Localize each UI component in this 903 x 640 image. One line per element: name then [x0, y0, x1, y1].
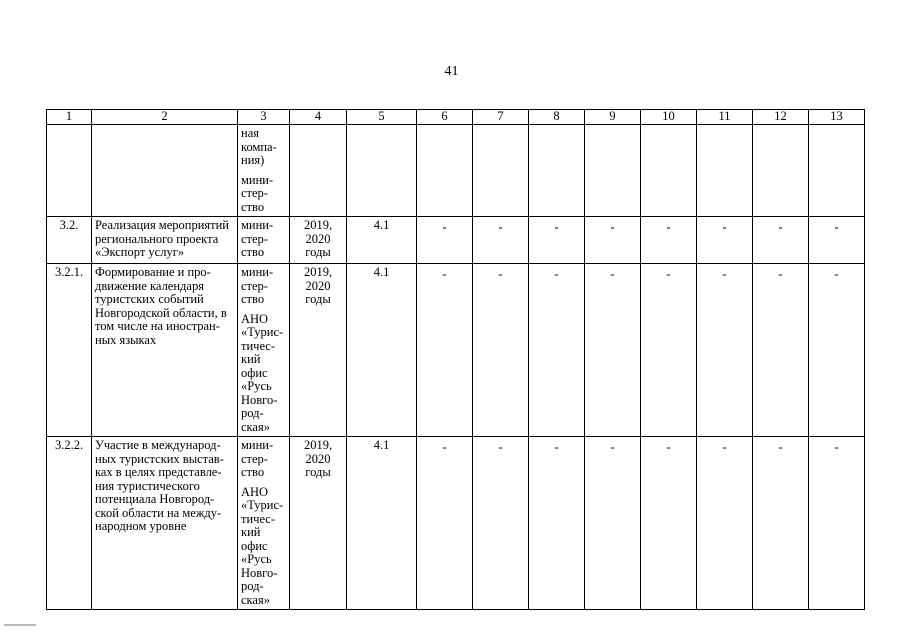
value-cell: - — [585, 217, 641, 264]
value-cell: - — [529, 217, 585, 264]
value-cell: - — [641, 264, 697, 437]
activity-line: Новгородской области, в — [95, 305, 227, 320]
period-line: 2020 — [305, 278, 331, 293]
value-cell — [697, 125, 753, 217]
column-header: 12 — [753, 110, 809, 125]
executor-line: «Турис- — [241, 325, 284, 339]
executor-line: ская» — [241, 419, 270, 434]
value-cell: - — [753, 264, 809, 437]
indicator-cell: 4.1 — [347, 217, 417, 264]
indicator-cell: 4.1 — [347, 437, 417, 610]
value-cell — [641, 125, 697, 217]
column-header: 4 — [290, 110, 347, 125]
row-number-cell: 3.2.1. — [47, 264, 92, 437]
activity-name-cell — [92, 125, 238, 217]
value-cell — [529, 125, 585, 217]
executor-line: Новго- — [241, 565, 278, 580]
indicator-cell: 4.1 — [347, 264, 417, 437]
period-line: 2019, — [303, 438, 333, 452]
period-cell — [290, 217, 347, 264]
table-row — [47, 217, 865, 264]
value-cell — [473, 125, 529, 217]
activity-name-cell — [92, 264, 238, 437]
activity-line: Реализация мероприятий — [95, 218, 229, 232]
executor-line: род- — [241, 406, 264, 420]
header-row — [47, 110, 865, 125]
value-cell: - — [809, 264, 865, 437]
value-cell: - — [697, 264, 753, 437]
executor-line: мини- — [241, 265, 274, 279]
executor-line: ская» — [241, 592, 270, 607]
period-line: годы — [305, 292, 331, 306]
value-cell: - — [809, 437, 865, 610]
period-line: 2020 — [305, 231, 331, 246]
executor-line: ная — [241, 126, 259, 140]
column-header: 3 — [238, 110, 290, 125]
executor-line: Новго- — [241, 392, 278, 407]
executor-line: мини- — [241, 172, 274, 187]
value-cell — [585, 125, 641, 217]
row-number-cell: 3.2. — [47, 217, 92, 264]
activity-line: Формирование и про- — [95, 265, 211, 279]
value-cell: - — [697, 437, 753, 610]
column-header: 10 — [641, 110, 697, 125]
period-cell — [290, 437, 347, 610]
table-row — [47, 437, 865, 610]
activity-line: народном уровне — [95, 519, 187, 533]
executor-line: тичес- — [241, 338, 276, 353]
activity-line: туристских событий — [95, 292, 204, 306]
executor-line: стер- — [241, 278, 268, 293]
executor-cell — [238, 125, 290, 217]
executor-line: «Русь — [241, 552, 272, 566]
indicator-cell — [347, 125, 417, 217]
column-header: 13 — [809, 110, 865, 125]
executor-line: кий — [241, 352, 261, 366]
executor-line: ство — [241, 292, 265, 306]
value-cell: - — [473, 217, 529, 264]
executor-line: АНО — [241, 311, 269, 326]
activity-line: ния туристического — [95, 478, 200, 493]
value-cell: - — [417, 264, 473, 437]
executor-cell — [238, 437, 290, 610]
activity-line: ках в целях представле- — [95, 465, 222, 479]
value-cell: - — [753, 217, 809, 264]
executor-line: мини- — [241, 218, 274, 232]
executor-line: стер- — [241, 451, 268, 466]
column-header: 1 — [47, 110, 92, 125]
activity-line: ных языках — [95, 332, 157, 347]
activity-line: ных туристских выстав- — [95, 451, 224, 466]
executor-cell — [238, 264, 290, 437]
activity-line: «Экспорт услуг» — [95, 245, 185, 259]
executor-line: «Русь — [241, 379, 272, 393]
column-header: 6 — [417, 110, 473, 125]
value-cell: - — [417, 217, 473, 264]
column-header: 8 — [529, 110, 585, 125]
executor-line: тичес- — [241, 511, 276, 526]
executor-line: офис — [241, 365, 268, 380]
activity-name-cell — [92, 217, 238, 264]
executor-line: род- — [241, 579, 264, 593]
column-header: 5 — [347, 110, 417, 125]
activity-line: Участие в международ- — [95, 438, 221, 452]
value-cell — [809, 125, 865, 217]
value-cell: - — [473, 437, 529, 610]
value-cell: - — [585, 264, 641, 437]
executor-line: АНО — [241, 484, 269, 499]
row-number-cell — [47, 125, 92, 217]
executor-line: стер- — [241, 231, 268, 246]
scan-artifact — [4, 624, 36, 626]
table-row — [47, 125, 865, 217]
period-cell — [290, 125, 347, 217]
row-number-cell: 3.2.2. — [47, 437, 92, 610]
executor-line: ство — [241, 245, 265, 259]
executor-line: ния) — [241, 153, 265, 167]
executor-cell — [238, 217, 290, 264]
period-cell — [290, 264, 347, 437]
table-row — [47, 264, 865, 437]
value-cell: - — [529, 264, 585, 437]
period-line: 2019, — [303, 218, 333, 232]
column-header: 11 — [697, 110, 753, 125]
executor-line: «Турис- — [241, 498, 284, 512]
executor-line: кий — [241, 525, 261, 539]
value-cell — [417, 125, 473, 217]
column-header: 9 — [585, 110, 641, 125]
column-header: 2 — [92, 110, 238, 125]
value-cell: - — [753, 437, 809, 610]
value-cell: - — [697, 217, 753, 264]
executor-line: компа- — [241, 139, 277, 154]
value-cell — [753, 125, 809, 217]
value-cell: - — [473, 264, 529, 437]
value-cell: - — [809, 217, 865, 264]
executor-line: офис — [241, 538, 268, 553]
activity-line: движение календаря — [95, 278, 204, 293]
executor-line: мини- — [241, 438, 274, 452]
page-number: 41 — [444, 64, 459, 79]
activity-line: ской области на между- — [95, 505, 222, 520]
activity-line: том числе на иностран- — [95, 319, 220, 333]
column-header: 7 — [473, 110, 529, 125]
value-cell: - — [529, 437, 585, 610]
activity-name-cell — [92, 437, 238, 610]
executor-line: ство — [241, 465, 265, 479]
period-line: 2019, — [303, 265, 333, 279]
period-line: годы — [305, 245, 331, 259]
plan-table — [46, 109, 865, 610]
executor-line: ство — [241, 199, 265, 214]
executor-line: стер- — [241, 186, 268, 200]
activity-line: потенциала Новгород- — [95, 492, 215, 506]
value-cell: - — [585, 437, 641, 610]
period-line: 2020 — [305, 451, 331, 466]
value-cell: - — [417, 437, 473, 610]
period-line: годы — [305, 465, 331, 479]
value-cell: - — [641, 217, 697, 264]
value-cell: - — [641, 437, 697, 610]
activity-line: регионального проекта — [95, 231, 219, 246]
